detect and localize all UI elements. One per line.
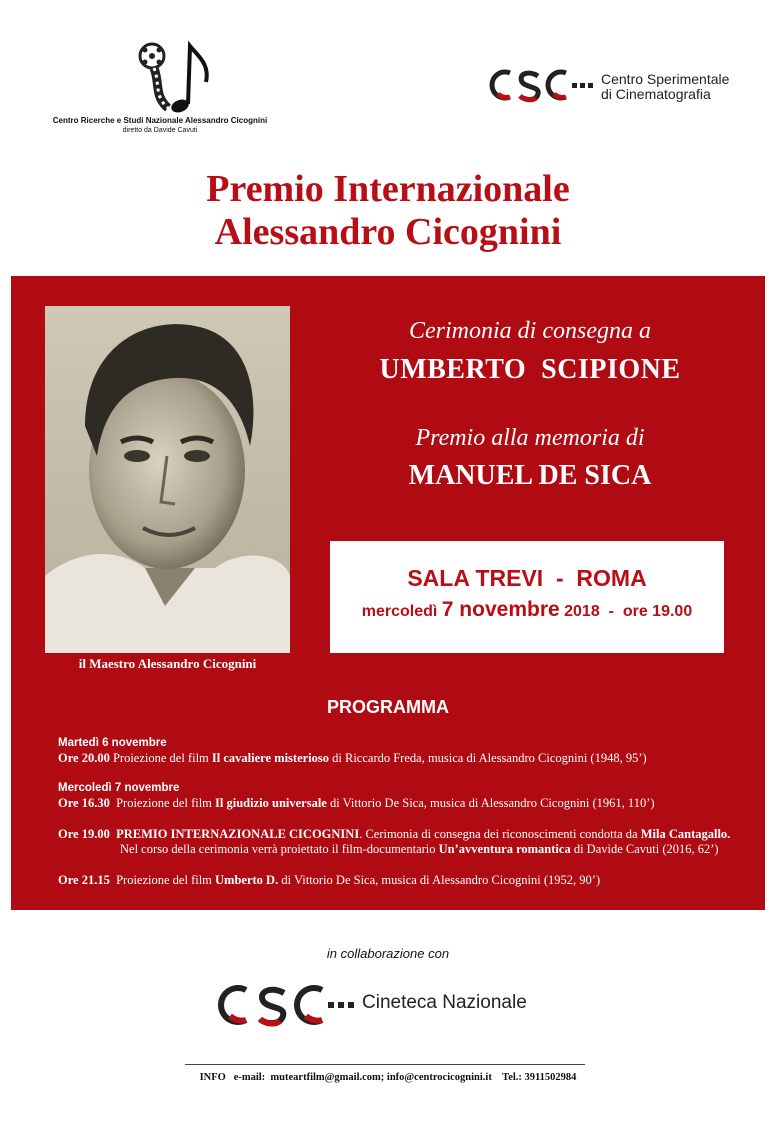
- title-line-1: Premio Internazionale: [206, 168, 570, 210]
- item-2-pre: Proiezione del film: [109, 796, 216, 810]
- program-item-2: [58, 796, 655, 811]
- item-2-time: Ore 16.30: [58, 796, 110, 810]
- venue-name: SALA TREVI - ROMA: [407, 565, 647, 591]
- page-title: [0, 168, 776, 254]
- footer-divider: [185, 1064, 585, 1065]
- item-2-film: Il giudizio universale: [215, 796, 327, 810]
- program-item-3: [58, 827, 730, 842]
- day-1-label: Martedì 6 novembre: [58, 737, 167, 749]
- memory-award-label: Premio alla memoria di: [415, 425, 645, 451]
- item-1-pre: Proiezione del film: [109, 751, 212, 765]
- csc-name-line1: Centro Sperimentale: [601, 71, 730, 87]
- csc-logo: [486, 64, 756, 108]
- program-item-3-line-2: [120, 842, 719, 857]
- portrait-photo: [45, 306, 290, 653]
- item-1-time: Ore 20.00: [58, 751, 110, 765]
- memory-award-name: MANUEL DE SICA: [408, 460, 652, 491]
- contact-info: INFO e-mail: muteartfilm@gmail.com; info@centrocicognini.it Tel.: 3911502984: [199, 1072, 577, 1083]
- item-2-post: di Vittorio De Sica, musica di Alessandro Cicognini (1961, 110’): [326, 796, 655, 810]
- ceremony-label: Cerimonia di consegna a: [409, 318, 651, 344]
- item-3-host: Mila Cantagallo.: [640, 827, 731, 841]
- item-4-time: Ore 21.15: [58, 873, 110, 887]
- item-3-time: Ore 19.00: [58, 827, 110, 841]
- collaboration-label: in collaborazione con: [326, 946, 450, 961]
- csc-name-line2: di Cinematografia: [601, 86, 711, 102]
- item-4-post: di Vittorio De Sica, musica di Alessandro Cicognini (1952, 90’): [278, 873, 601, 887]
- cicognini-logo-icon: [130, 38, 214, 116]
- item-3-event: PREMIO INTERNAZIONALE CICOGNINI: [109, 827, 360, 841]
- honoree-name: UMBERTO SCIPIONE: [379, 354, 681, 385]
- item-4-pre: Proiezione del film: [109, 873, 216, 887]
- date-weekday: mercoledì: [361, 603, 442, 620]
- date-day: 7 novembre: [441, 598, 560, 621]
- csc-logo-icon: [486, 64, 596, 108]
- item-1-post: , musica di Alessandro Cicognini (1948, 95’): [421, 751, 647, 765]
- date-year-time: 2018 - ore 19.00: [559, 603, 693, 620]
- program-item-1: [58, 751, 647, 766]
- item-3-mid: . Cerimonia di consegna dei riconoscimenti condotta da: [359, 827, 641, 841]
- item-3-doc: Un’avventura romantica: [438, 842, 571, 856]
- cineteca-logo: [214, 980, 554, 1030]
- programma-heading: PROGRAMMA: [327, 697, 449, 717]
- item-1-director: di Riccardo Freda: [329, 751, 422, 765]
- item-3-line2-post: di Davide Cavuti (2016, 62’): [570, 842, 719, 856]
- venue-box: [330, 541, 724, 653]
- center-director: diretto da Davide Cavuti: [122, 127, 198, 134]
- cineteca-name: Cineteca Nazionale: [362, 992, 527, 1013]
- day-2-label: Mercoledì 7 novembre: [58, 782, 180, 794]
- item-1-film: Il cavaliere misterioso: [211, 751, 330, 765]
- event-date: [330, 598, 724, 622]
- item-4-film: Umberto D.: [215, 873, 279, 887]
- photo-caption: il Maestro Alessandro Cicognini: [78, 656, 257, 671]
- program-item-4: [58, 873, 600, 888]
- center-name: Centro Ricerche e Studi Nazionale Alessandro Cicognini: [52, 116, 268, 125]
- title-line-2: Alessandro Cicognini: [214, 211, 562, 253]
- csc-logo-icon: [214, 980, 359, 1030]
- item-3-line2-pre: Nel corso della cerimonia verrà proiettato il film-documentario: [120, 842, 439, 856]
